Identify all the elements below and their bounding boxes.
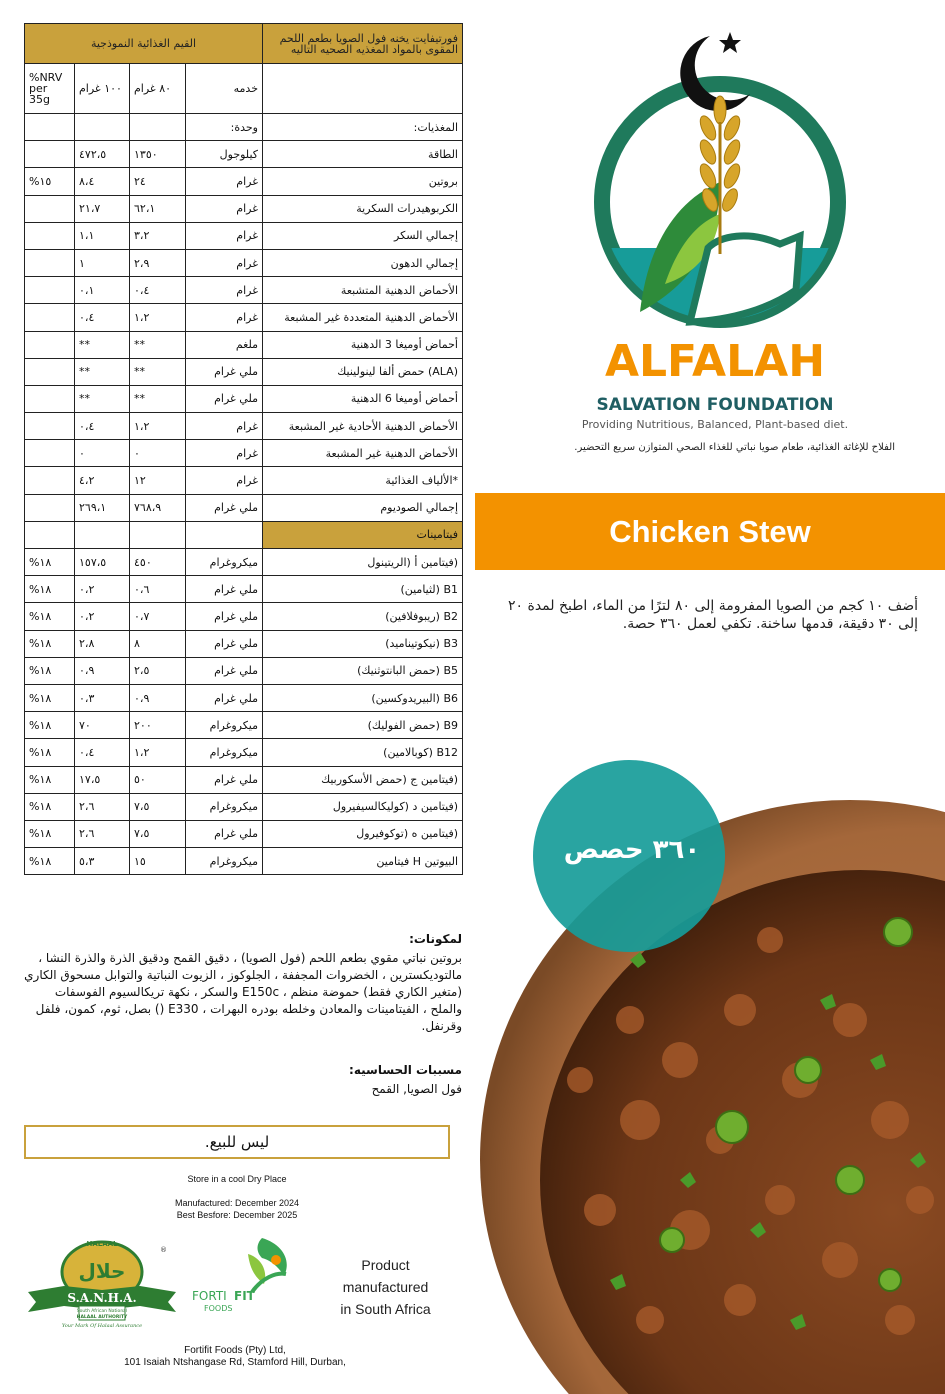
nutrient-row — [25, 684, 463, 711]
unit-cell: ملي غرام — [186, 358, 263, 385]
nutrient-name: *الألياف الغذائية — [263, 467, 463, 494]
nutrient-name: الأحماض الدهنية الأحادية غير المشبعة — [263, 413, 463, 440]
serving-header: خدمه — [186, 64, 263, 114]
per-80g-cell: ٧،٥ — [130, 820, 186, 847]
sanha-halaal-logo — [24, 1232, 184, 1332]
nutrient-row — [25, 739, 463, 766]
vitamins-section-row — [25, 521, 463, 548]
per-80g-cell: ٤٥٠ — [130, 549, 186, 576]
sanha-arabic-text: حلال — [78, 1259, 126, 1283]
company-address — [110, 1345, 360, 1369]
per-100g-cell: ١٧،٥ — [75, 766, 130, 793]
allergens-title: مسببات الحساسيه: — [349, 1063, 462, 1077]
nutrient-name: B12 (كوبالامين) — [263, 739, 463, 766]
nutrition-table — [24, 23, 463, 875]
product-description-header: فورتيفايت يخنه فول الصويا بطعم اللحم المقوى بالمواد المغذيه الصحيه التاليه — [263, 24, 463, 64]
nutrient-name: B5 (حمض البانتوثنيك) — [263, 657, 463, 684]
sanha-motto-text: Your Mark Of Halaal Assurance — [61, 1323, 143, 1329]
per-100g-cell: ١،١ — [75, 222, 130, 249]
nutrient-name: الكربوهيدرات السكرية — [263, 195, 463, 222]
per-80g-cell: ٢٤ — [130, 168, 186, 195]
nrv-cell — [25, 141, 75, 168]
per-80g-cell: ٣،٢ — [130, 222, 186, 249]
address-line: Fortifit Foods (Pty) Ltd, — [184, 1345, 286, 1356]
nutrient-row — [25, 820, 463, 847]
nutrient-name: B6 (البيريدوكسين) — [263, 684, 463, 711]
nrv-cell: %١٨ — [25, 820, 75, 847]
per-80g-cell: ٠،٤ — [130, 277, 186, 304]
nutrient-row — [25, 630, 463, 657]
per-100g-cell: ٠،٤ — [75, 413, 130, 440]
nutrient-name: B3 (نيكوتيناميد) — [263, 630, 463, 657]
nutrient-name: B2 (ريبوفلافين) — [263, 603, 463, 630]
nutrient-row — [25, 793, 463, 820]
organisation-name: ALFALAH — [604, 336, 826, 387]
per-100g-cell: ١٥٧،٥ — [75, 549, 130, 576]
nutrient-name: إجمالي الدهون — [263, 249, 463, 276]
unit-cell: ملي غرام — [186, 820, 263, 847]
organisation-arabic-tagline: الفلاح للإغاثة الغذائية، طعام صويا نباتي للغذاء الصحي المتوازن سريع التحضير. — [574, 442, 895, 453]
address-line: 101 Isaiah Ntshangase Rd, Stamford Hill, Durban, — [124, 1357, 346, 1368]
nutrient-row — [25, 467, 463, 494]
nutrients-header: المغذيات: — [263, 114, 463, 141]
unit-cell: غرام — [186, 304, 263, 331]
per-80g-cell: ** — [130, 358, 186, 385]
unit-cell: ملي غرام — [186, 385, 263, 412]
unit-cell: ملي غرام — [186, 657, 263, 684]
nutrient-row — [25, 603, 463, 630]
storage-instruction: Store in a cool Dry Place — [187, 1174, 287, 1184]
unit-row — [25, 114, 463, 141]
unit-cell: ملي غرام — [186, 603, 263, 630]
empty-cell — [130, 114, 186, 141]
nrv-cell: %١٨ — [25, 549, 75, 576]
per-80g-cell: ٠ — [130, 440, 186, 467]
per-80g-cell: ١٥ — [130, 848, 186, 875]
nutrient-name: (فيتامين ه (توكوفيرول — [263, 820, 463, 847]
sanha-name-text: S.A.N.H.A. — [67, 1291, 137, 1305]
nutrition-header-row — [25, 24, 463, 64]
fortifit-name-b: FIT — [234, 1289, 255, 1303]
per-80g-cell: ٧،٥ — [130, 793, 186, 820]
unit-cell: ملي غرام — [186, 576, 263, 603]
unit-cell: كيلوجول — [186, 141, 263, 168]
per-80g-cell: ٠،٩ — [130, 684, 186, 711]
fortifit-name-a: FORTI — [192, 1289, 227, 1303]
nrv-cell — [25, 195, 75, 222]
per-100g-cell: ٥،٣ — [75, 848, 130, 875]
unit-cell: غرام — [186, 195, 263, 222]
per-80g-cell: ٠،٧ — [130, 603, 186, 630]
nrv-cell: %١٨ — [25, 848, 75, 875]
per-100g-cell: ٠،٢ — [75, 576, 130, 603]
nutrient-row — [25, 385, 463, 412]
nutrient-name: (فيتامين أ (الريتينول — [263, 549, 463, 576]
nutrient-row — [25, 549, 463, 576]
nutrient-name: B9 (حمض الفوليك) — [263, 712, 463, 739]
nrv-cell: %١٨ — [25, 576, 75, 603]
per-80g-cell: ٦٢،١ — [130, 195, 186, 222]
nutrient-name: الأحماض الدهنية المتشبعة — [263, 277, 463, 304]
per-100g-cell: ٠،٤ — [75, 304, 130, 331]
nutrient-row — [25, 141, 463, 168]
per-100g-cell: ٠،٤ — [75, 739, 130, 766]
nutrient-name: إجمالي السكر — [263, 222, 463, 249]
nutrient-name: البيوتين H فيتامين — [263, 848, 463, 875]
nutrient-name: (فيتامين ج (حمض الأسكوربيك — [263, 766, 463, 793]
per-80g-cell: ٢،٥ — [130, 657, 186, 684]
per-100g-cell: ٠،٣ — [75, 684, 130, 711]
alfalah-foundation-logo — [570, 22, 870, 332]
per-100g-cell: ٧٠ — [75, 712, 130, 739]
nrv-cell — [25, 277, 75, 304]
product-title: Chicken Stew — [609, 514, 811, 549]
nrv-cell: %١٨ — [25, 657, 75, 684]
manufactured-date: Manufactured: December 2024 — [174, 1198, 300, 1208]
nrv-header: %NRV per 35g — [25, 64, 75, 114]
per-100g-cell: ** — [75, 358, 130, 385]
empty-cell — [75, 521, 130, 548]
servings-count: ٣٦٠ حصص — [563, 835, 701, 865]
nutrient-name: (ALA) حمض ألفا لينولينيك — [263, 358, 463, 385]
nutrient-row — [25, 358, 463, 385]
empty-cell — [130, 521, 186, 548]
unit-cell: ميكروغرام — [186, 848, 263, 875]
nutrient-row — [25, 494, 463, 521]
nutrient-row — [25, 848, 463, 875]
nutrient-row — [25, 249, 463, 276]
best-before-date: Best Besfore: December 2025 — [176, 1210, 298, 1220]
nutrient-name: بروتين — [263, 168, 463, 195]
per-80g-cell: ١٣٥٠ — [130, 141, 186, 168]
made-in-line: manufactured — [342, 1279, 429, 1295]
nutrient-row — [25, 168, 463, 195]
fortifit-foods-logo — [192, 1234, 302, 1314]
registered-mark: ® — [160, 1246, 167, 1254]
per-100g-cell: ٤٧٢،٥ — [75, 141, 130, 168]
nrv-cell: %١٨ — [25, 684, 75, 711]
unit-cell: غرام — [186, 467, 263, 494]
empty-cell — [75, 114, 130, 141]
per-100g-cell: ** — [75, 331, 130, 358]
per-100g-cell: ٢،٦ — [75, 793, 130, 820]
nutrient-row — [25, 576, 463, 603]
unit-cell: غرام — [186, 440, 263, 467]
per-80g-cell: ** — [130, 385, 186, 412]
nrv-cell — [25, 413, 75, 440]
nrv-cell: %١٨ — [25, 603, 75, 630]
nutrient-name: أحماض أوميغا 3 الدهنية — [263, 331, 463, 358]
unit-cell: غرام — [186, 413, 263, 440]
nrv-cell: %١٨ — [25, 739, 75, 766]
vitamins-section-label: فيتامينات — [263, 521, 463, 548]
nutrient-name: أحماض أوميغا 6 الدهنية — [263, 385, 463, 412]
per-100g-cell: ٢،٨ — [75, 630, 130, 657]
per-80g-cell: ٨ — [130, 630, 186, 657]
unit-cell: ملي غرام — [186, 766, 263, 793]
per-80g-cell: ٧٦٨،٩ — [130, 494, 186, 521]
nutrient-row — [25, 712, 463, 739]
sanha-sub2-text: HALAAL AUTHORITY — [76, 1315, 128, 1320]
empty-cell — [25, 114, 75, 141]
unit-cell: غرام — [186, 168, 263, 195]
sanha-sub1-text: South African National — [76, 1309, 128, 1314]
per-80g-cell: ٢،٩ — [130, 249, 186, 276]
unit-cell: ميكروغرام — [186, 793, 263, 820]
nrv-cell — [25, 304, 75, 331]
unit-cell: ملي غرام — [186, 630, 263, 657]
per-100g-cell: ٠،١ — [75, 277, 130, 304]
nrv-cell: %١٨ — [25, 793, 75, 820]
preparation-instructions: أضف ١٠ كجم من الصويا المفرومة إلى ٨٠ لترًا من الماء، اطبخ لمدة ٢٠ إلى ٣٠ دقيقة، قدمها ساخنة. تكفي لعمل ٣٦٠ حصة. — [507, 598, 918, 632]
per-80g-cell: ١،٢ — [130, 304, 186, 331]
unit-header: وحدة: — [186, 114, 263, 141]
per-80g-cell: ١،٢ — [130, 739, 186, 766]
per-100g-cell: ٠ — [75, 440, 130, 467]
nutrient-name: إجمالي الصوديوم — [263, 494, 463, 521]
made-in-line: Product — [361, 1257, 410, 1273]
per-100g-cell: ٠،٩ — [75, 657, 130, 684]
nrv-cell: %١٨ — [25, 712, 75, 739]
nutrition-table-body — [25, 24, 463, 875]
per-100g-cell: ٢١،٧ — [75, 195, 130, 222]
unit-cell: ميكروغرام — [186, 712, 263, 739]
unit-cell: ميكروغرام — [186, 549, 263, 576]
per-100g-header: ١٠٠ غرام — [75, 64, 130, 114]
nutrient-row — [25, 657, 463, 684]
unit-cell: ملي غرام — [186, 684, 263, 711]
nutrient-name: الأحماض الدهنية غير المشبعة — [263, 440, 463, 467]
not-for-sale-box: ليس للبيع. — [24, 1125, 450, 1159]
unit-cell: غرام — [186, 277, 263, 304]
organisation-tagline: Providing Nutritious, Balanced, Plant-based diet. — [581, 418, 849, 431]
nrv-cell — [25, 494, 75, 521]
nrv-cell — [25, 331, 75, 358]
nutrient-name: الطاقة — [263, 141, 463, 168]
serving-name-cell — [263, 64, 463, 114]
per-100g-cell: ١ — [75, 249, 130, 276]
nrv-cell — [25, 440, 75, 467]
nrv-cell — [25, 358, 75, 385]
per-100g-cell: ٢،٦ — [75, 820, 130, 847]
nrv-cell: %١٥ — [25, 168, 75, 195]
allergens-text: فول الصويا, القمح — [371, 1082, 462, 1096]
nutrient-row — [25, 413, 463, 440]
serving-row — [25, 64, 463, 114]
unit-cell: غرام — [186, 249, 263, 276]
per-80g-cell: ** — [130, 331, 186, 358]
nutrient-row — [25, 331, 463, 358]
organisation-subtitle: SALVATION FOUNDATION — [596, 395, 834, 415]
nutrient-row — [25, 222, 463, 249]
nutrient-row — [25, 277, 463, 304]
per-80g-cell: ١،٢ — [130, 413, 186, 440]
made-in-line: in South Africa — [340, 1301, 431, 1317]
per-80g-header: ٨٠ غرام — [130, 64, 186, 114]
nrv-cell: %١٨ — [25, 766, 75, 793]
nrv-cell: %١٨ — [25, 630, 75, 657]
per-80g-cell: ٢٠٠ — [130, 712, 186, 739]
typical-values-header: القيم الغذائية النموذجية — [25, 24, 263, 64]
unit-cell: ميكروغرام — [186, 739, 263, 766]
nrv-cell — [25, 467, 75, 494]
sanha-top-text: HALAAL — [86, 1240, 118, 1248]
per-100g-cell: ٠،٢ — [75, 603, 130, 630]
per-100g-cell: ٤،٢ — [75, 467, 130, 494]
nutrient-row — [25, 766, 463, 793]
nrv-cell — [25, 222, 75, 249]
per-80g-cell: ٥٠ — [130, 766, 186, 793]
unit-cell: ملغم — [186, 331, 263, 358]
nrv-cell — [25, 385, 75, 412]
ingredients-text: بروتين نباتي مقوي بطعم اللحم (فول الصويا) ، دقيق القمح ودقيق الذرة والذرة النشا ، مالتوديكسترين ، الخضروات المجففة ، الجلوكوز ، الزيوت النباتية والتوابل مسحوق الكاري (متغير الكاري فقط) حموضة منظم ، E150c والسكر ، نكهة تريكالسيوم الفوسفات والملح ، الفيتامينات والمعادن وخلطه بودره البهرات ، E330 () بصل، ثوم، كمون، فلفل وقرنفل. — [24, 951, 462, 1033]
nutrient-row — [25, 195, 463, 222]
per-80g-cell: ٠،٦ — [130, 576, 186, 603]
empty-cell — [186, 521, 263, 548]
nutrient-name: الأحماض الدهنية المتعددة غير المشبعة — [263, 304, 463, 331]
fortifit-sub: FOODS — [204, 1304, 233, 1313]
nutrient-row — [25, 440, 463, 467]
empty-cell — [25, 521, 75, 548]
nutrient-name: B1 (لثيامين) — [263, 576, 463, 603]
nutrient-row — [25, 304, 463, 331]
ingredients-title: لمكونات: — [409, 932, 462, 946]
unit-cell: غرام — [186, 222, 263, 249]
unit-cell: ملي غرام — [186, 494, 263, 521]
per-100g-cell: ٢٦٩،١ — [75, 494, 130, 521]
nrv-cell — [25, 249, 75, 276]
per-100g-cell: ٨،٤ — [75, 168, 130, 195]
per-100g-cell: ** — [75, 385, 130, 412]
per-80g-cell: ١٢ — [130, 467, 186, 494]
nutrient-name: (فيتامين د (كوليكالسيفيرول — [263, 793, 463, 820]
